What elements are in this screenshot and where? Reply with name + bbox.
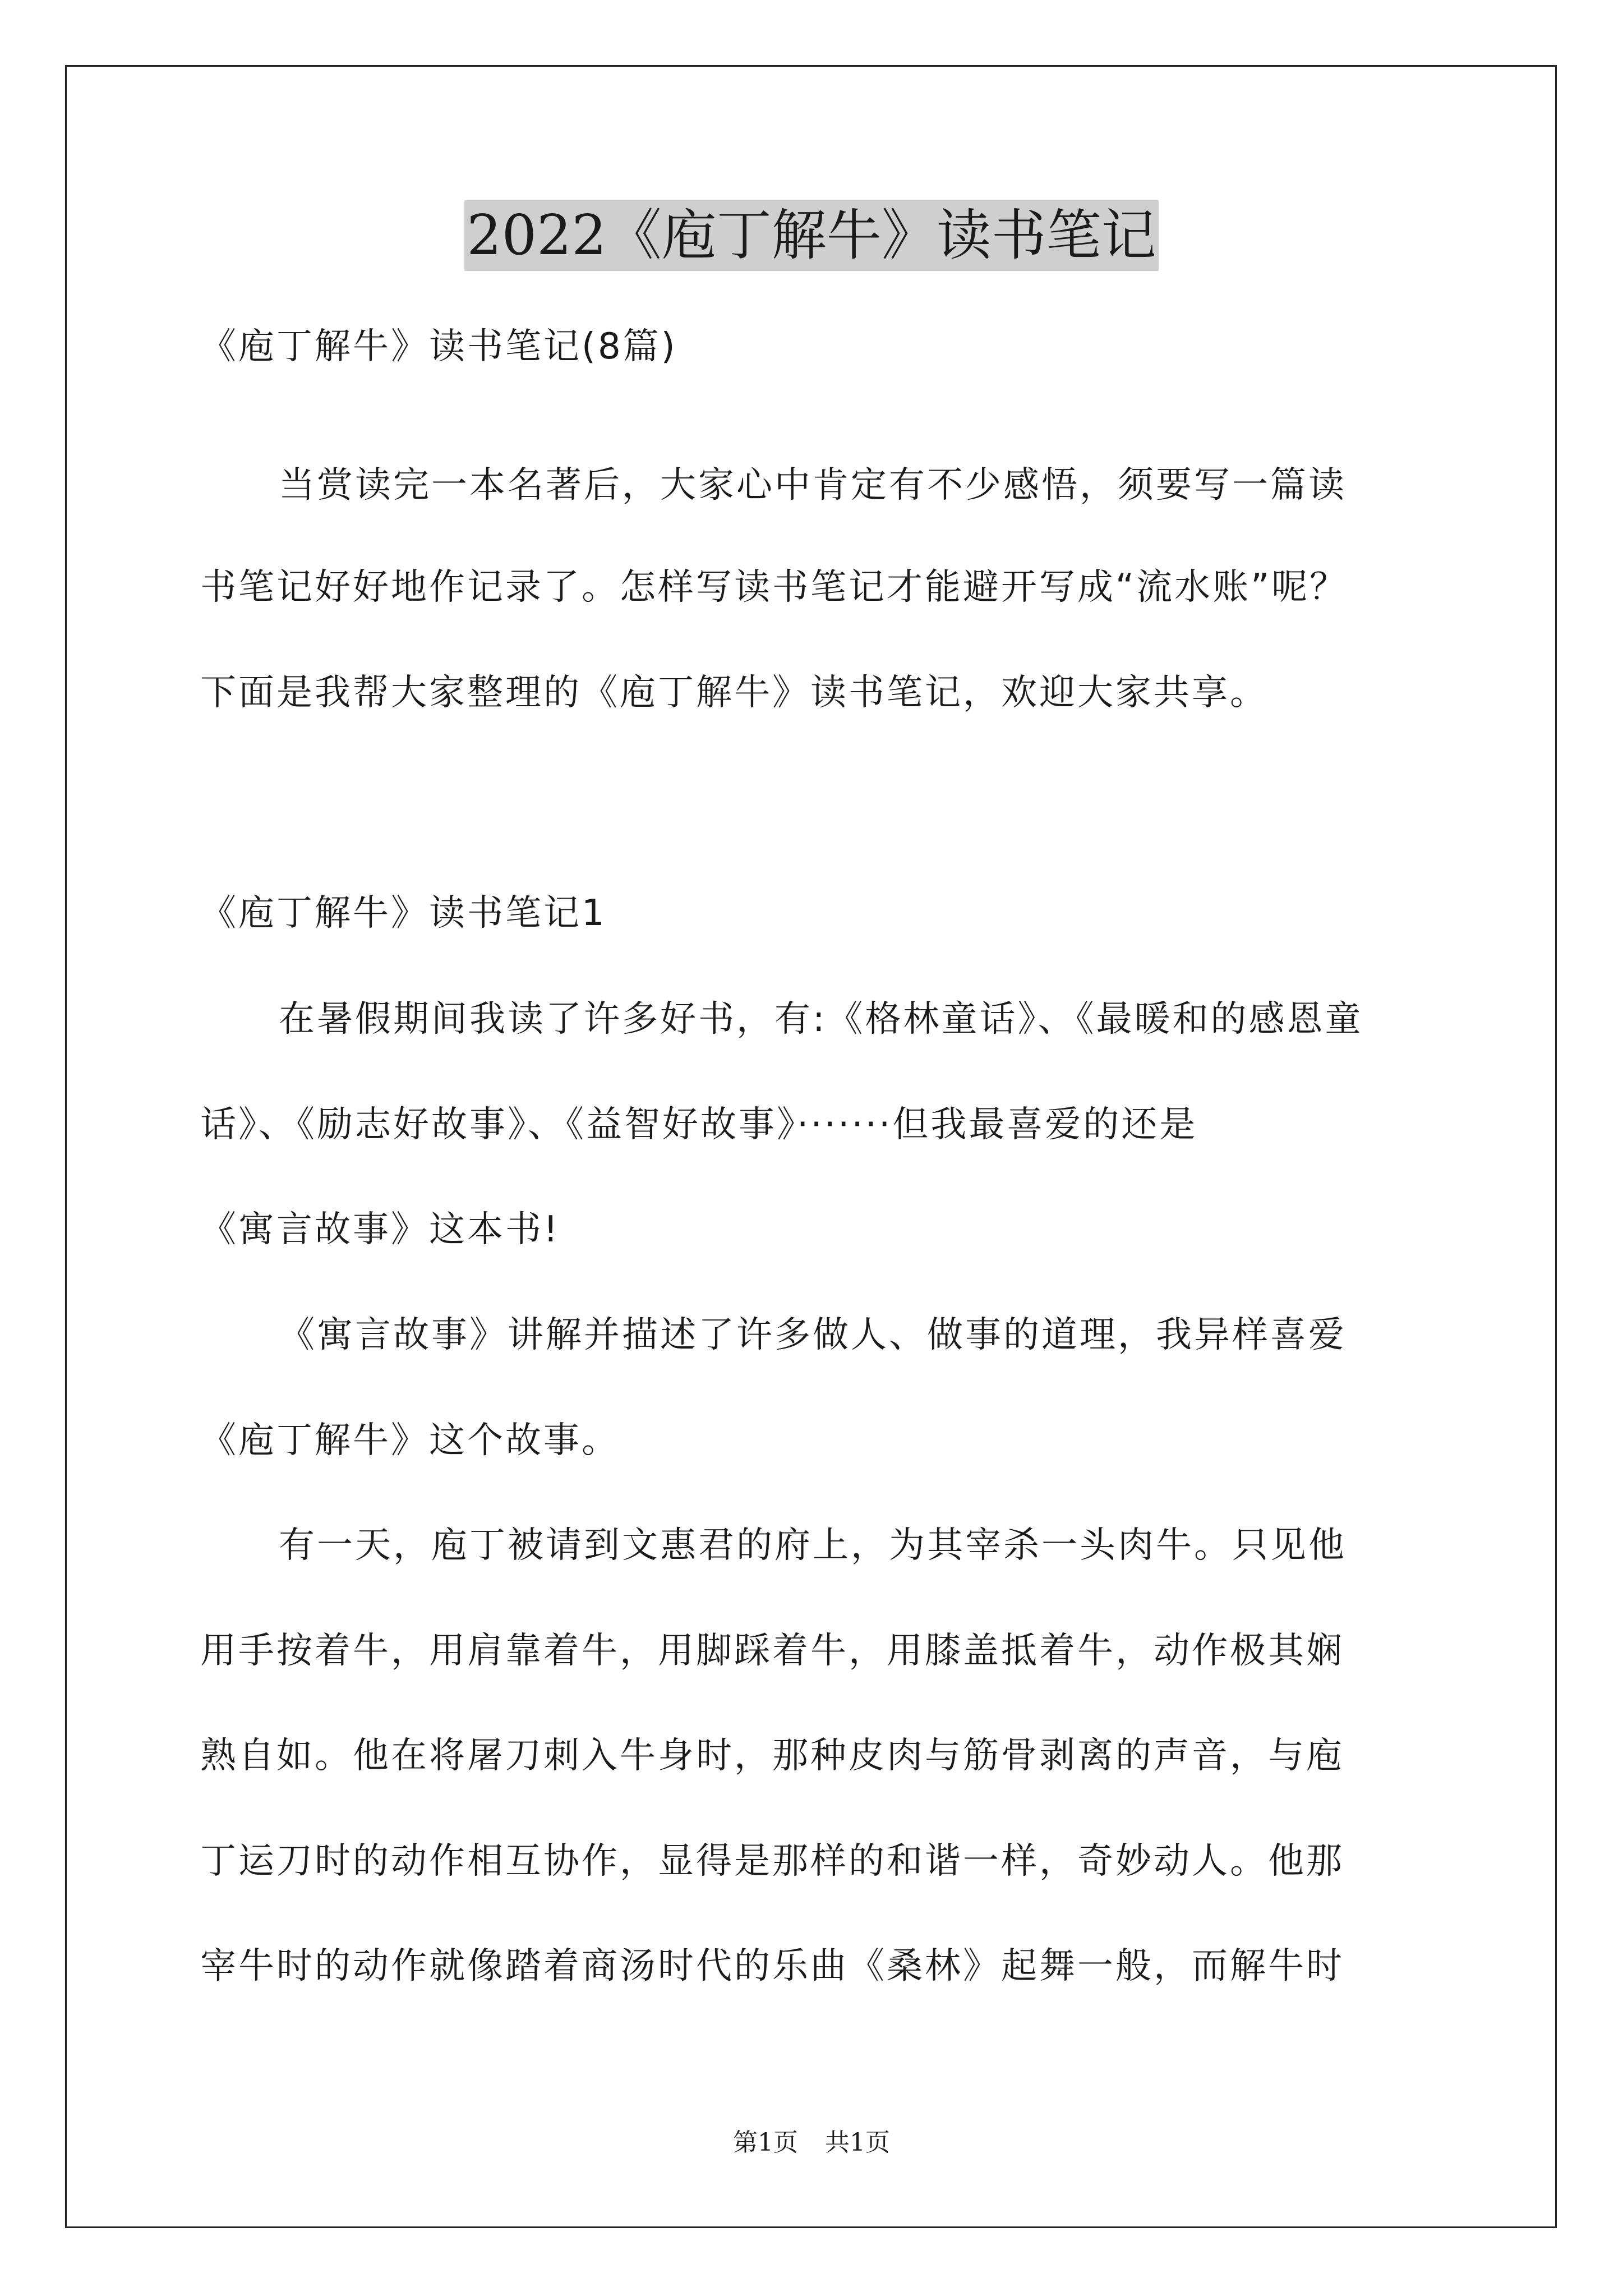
intro-line: 下面是我帮大家整理的《庖丁解牛》读书笔记，欢迎大家共享。	[200, 672, 1268, 714]
body-line: 宰牛时的动作就像踏着商汤时代的乐曲《桑林》起舞一般，而解牛时	[200, 1945, 1344, 1987]
page-total: 共1页	[825, 2128, 890, 2157]
body-line: 熟自如。他在将屠刀刺入牛身时，那种皮肉与筋骨剥离的声音，与庖	[200, 1735, 1344, 1777]
section-heading: 《庖丁解牛》读书笔记1	[200, 892, 607, 934]
body-line: 《寓言故事》讲解并描述了许多做人、做事的道理，我异样喜爱	[279, 1314, 1347, 1356]
body-line: 丁运刀时的动作相互协作，显得是那样的和谐一样，奇妙动人。他那	[200, 1841, 1344, 1882]
body-line: 话》、《励志好故事》、《益智好故事》·······但我最喜爱的还是	[200, 1104, 1198, 1145]
document-title	[0, 199, 1623, 272]
intro-line: 当赏读完一本名著后，大家心中肯定有不少感悟，须要写一篇读	[279, 464, 1347, 506]
body-line: 《寓言故事》这本书!	[200, 1209, 560, 1250]
subtitle: 《庖丁解牛》读书笔记(8篇)	[200, 326, 677, 367]
page-number: 第1页	[733, 2128, 798, 2157]
body-line: 在暑假期间我读了许多好书，有:《格林童话》、《最暖和的感恩童	[279, 999, 1363, 1040]
body-line: 用手按着牛，用肩靠着牛，用脚踩着牛，用膝盖抵着牛，动作极其娴	[200, 1630, 1344, 1672]
body-line: 《庖丁解牛》这个故事。	[200, 1420, 620, 1461]
page-footer	[0, 2126, 1623, 2160]
document-title-text: 2022《庖丁解牛》读书笔记	[464, 200, 1158, 271]
intro-line: 书笔记好好地作记录了。怎样写读书笔记才能避开写成“流水账”呢？	[200, 567, 1348, 608]
body-line: 有一天，庖丁被请到文惠君的府上，为其宰杀一头肉牛。只见他	[279, 1525, 1347, 1566]
